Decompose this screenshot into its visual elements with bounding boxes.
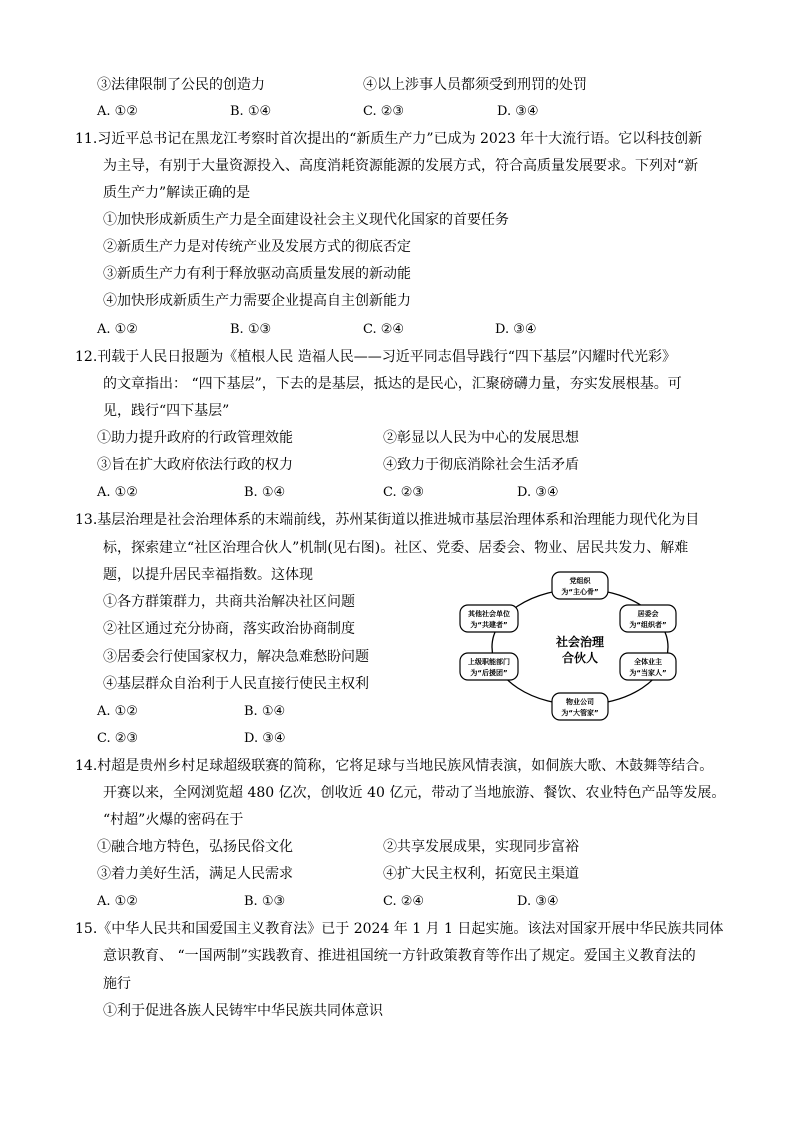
diagram-node-property-company <box>552 693 608 720</box>
social-governance-partner-diagram <box>455 565 705 725</box>
q10-option-b: B. ①④ <box>230 104 272 119</box>
diagram-node-party <box>552 572 608 599</box>
q14-stem-line-3: “村超”火爆的密码在于 <box>103 812 244 828</box>
diagram-node-residents-committee-line2: 为“组织者” <box>629 621 667 629</box>
diagram-node-other-units <box>460 605 518 632</box>
q12-statement-2: ②彰显以人民为中心的发展思想 <box>383 430 579 446</box>
q13-option-a: A. ①② <box>97 704 138 719</box>
q14-option-b: B. ①③ <box>244 894 286 909</box>
q15-stem-line-3: 施行 <box>103 976 131 992</box>
q11-stem-line-2: 为主导，有别于大量资源投入、高度消耗资源能源的发展方式，符合高质量发展要求。下列对“新 <box>103 158 699 174</box>
diagram-node-other-units-line1: 其他社会单位 <box>468 610 510 618</box>
q13-statement-2: ②社区通过充分协商，落实政治协商制度 <box>103 621 355 637</box>
diagram-center-line-2: 合伙人 <box>561 651 599 665</box>
q11-statement-4: ④加快形成新质生产力需要企业提高自主创新能力 <box>103 293 411 309</box>
diagram-node-superior-departments-line1: 上级职能部门 <box>468 658 510 666</box>
q13-statement-3: ③居委会行使国家权力，解决急难愁盼问题 <box>103 649 369 665</box>
diagram-node-residents-committee-line1: 居委会 <box>637 610 659 618</box>
diagram-center-line-1: 社会治理 <box>555 635 605 649</box>
q10-option-d: D. ③④ <box>497 104 539 119</box>
diagram-node-superior-departments-line2: 为“后援团” <box>470 669 508 677</box>
q12-statement-1: ①助力提升政府的行政管理效能 <box>97 430 293 446</box>
q12-stem-line-1: 12.刊载于人民日报题为《植根人民 造福人民——习近平同志倡导践行“四下基层”闪耀时代光彩》 <box>75 349 677 365</box>
q11-stem-line-1: 11.习近平总书记在黑龙江考察时首次提出的“新质生产力”已成为 2023 年十大流行语。它以科技创新 <box>75 131 703 147</box>
q14-stem-line-1: 14.村超是贵州乡村足球超级联赛的简称，它将足球与当地民族风情表演，如侗族大歌、木鼓舞等结合。 <box>75 758 714 774</box>
q10-statement-4: ④以上涉事人员都须受到刑罚的处罚 <box>363 77 587 93</box>
q14-option-d: D. ③④ <box>517 894 559 909</box>
q11-stem-line-3: 质生产力”解读正确的是 <box>103 185 251 201</box>
diagram-node-property-company-line2: 为“大管家” <box>561 709 599 717</box>
q11-option-b: B. ①③ <box>230 322 272 337</box>
q11-option-a: A. ①② <box>97 322 138 337</box>
q12-option-c: C. ②③ <box>383 485 425 500</box>
q11-option-c: C. ②④ <box>363 322 405 337</box>
q14-statement-4: ④扩大民主权利，拓宽民主渠道 <box>383 866 579 882</box>
q14-stem-line-2: 开赛以来，全网浏览超 480 亿次，创收近 40 亿元，带动了当地旅游、餐饮、农业特色产品等发展。 <box>103 785 726 801</box>
q15-statement-1: ①利于促进各族人民铸牢中华民族共同体意识 <box>103 1003 383 1019</box>
q10-statement-3: ③法律限制了公民的创造力 <box>97 77 265 93</box>
diagram-node-property-company-line1: 物业公司 <box>566 698 594 706</box>
q12-option-b: B. ①④ <box>244 485 286 500</box>
diagram-node-party-line1: 党组织 <box>569 577 591 585</box>
q10-option-a: A. ①② <box>97 104 138 119</box>
q12-statement-4: ④致力于彻底消除社会生活矛盾 <box>383 457 579 473</box>
q12-option-a: A. ①② <box>97 485 138 500</box>
q13-option-b: B. ①④ <box>244 704 286 719</box>
diagram-node-superior-departments <box>460 653 518 680</box>
q14-statement-1: ①融合地方特色，弘扬民俗文化 <box>97 839 293 855</box>
q14-statement-3: ③着力美好生活，满足人民需求 <box>97 866 293 882</box>
diagram-node-owners-line1: 全体业主 <box>634 658 662 666</box>
q14-statement-2: ②共享发展成果，实现同步富裕 <box>383 839 579 855</box>
q12-option-d: D. ③④ <box>517 485 559 500</box>
q13-stem-line-1: 13.基层治理是社会治理体系的末端前线，苏州某街道以推进城市基层治理体系和治理能力现代化为目 <box>75 512 700 528</box>
q13-stem-line-2: 标，探索建立“社区治理合伙人”机制(见右图)。社区、党委、居委会、物业、居民共发力、解难 <box>103 540 689 556</box>
q12-statement-3: ③旨在扩大政府依法行政的权力 <box>97 457 293 473</box>
diagram-node-party-line2: 为“主心骨” <box>561 588 599 596</box>
q11-statement-1: ①加快形成新质生产力是全面建设社会主义现代化国家的首要任务 <box>103 212 509 228</box>
q13-option-c: C. ②③ <box>97 731 139 746</box>
diagram-node-owners-line2: 为“当家人” <box>629 669 667 677</box>
diagram-node-residents-committee <box>620 605 676 632</box>
q15-stem-line-2: 意识教育、 “一国两制”实践教育、推进祖国统一方针政策教育等作出了规定。爱国主义教育法的 <box>103 948 696 964</box>
q14-option-c: C. ②④ <box>383 894 425 909</box>
q12-stem-line-3: 见，践行“四下基层” <box>103 403 230 419</box>
diagram-node-other-units-line2: 为“共建者” <box>470 621 508 629</box>
q14-option-a: A. ①② <box>97 894 138 909</box>
q13-statement-1: ①各方群策群力，共商共治解决社区问题 <box>103 594 355 610</box>
q13-stem-line-3: 题，以提升居民幸福指数。这体现 <box>103 567 313 583</box>
q11-statement-2: ②新质生产力是对传统产业及发展方式的彻底否定 <box>103 239 411 255</box>
q15-stem-line-1: 15.《中华人民共和国爱国主义教育法》已于 2024 年 1 月 1 日起实施。该法对国家开展中华民族共同体 <box>75 921 724 937</box>
q13-option-d: D. ③④ <box>244 731 286 746</box>
q10-option-c: C. ②③ <box>363 104 405 119</box>
q11-statement-3: ③新质生产力有利于释放驱动高质量发展的新动能 <box>103 266 411 282</box>
diagram-node-owners <box>620 653 676 680</box>
q12-stem-line-2: 的文章指出： “四下基层”，下去的是基层，抵达的是民心，汇聚磅礴力量，夯实发展根基。可 <box>103 376 682 392</box>
q11-option-d: D. ③④ <box>495 322 537 337</box>
q13-statement-4: ④基层群众自治利于人民直接行使民主权利 <box>103 676 369 692</box>
